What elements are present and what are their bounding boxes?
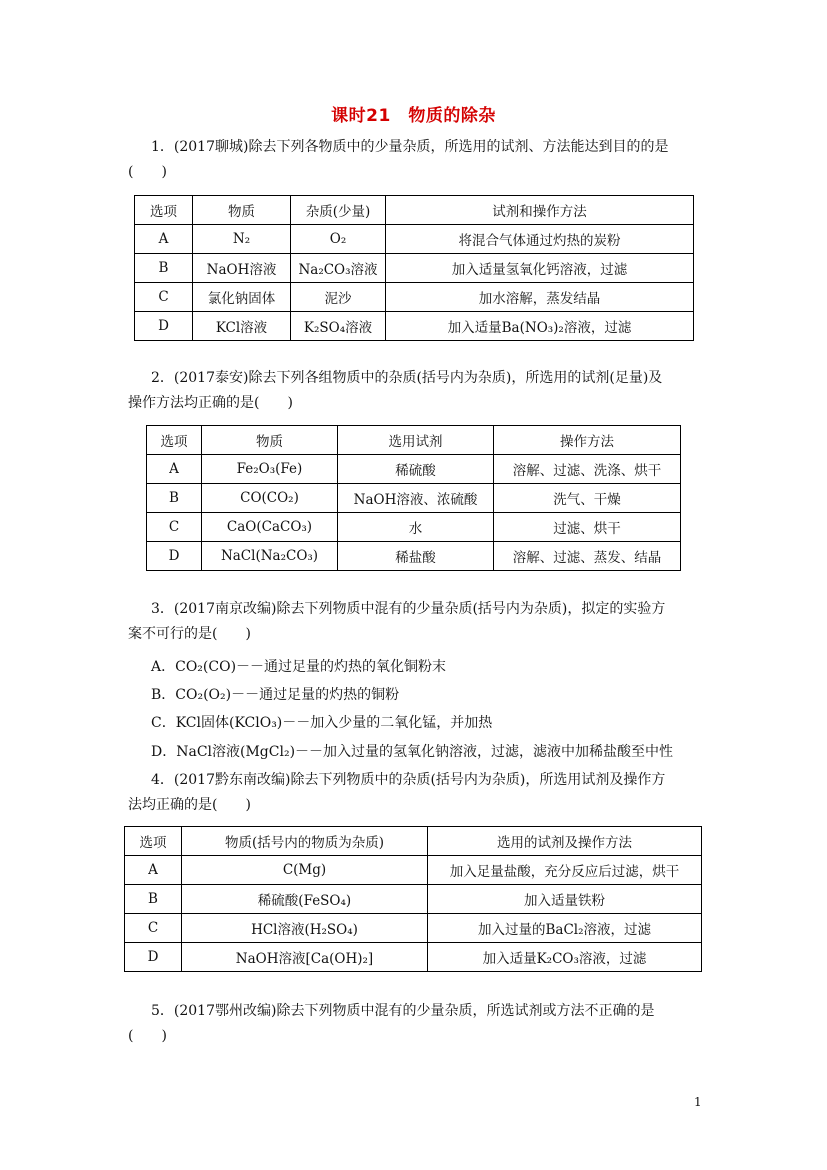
table-cell: B xyxy=(125,885,182,914)
table-cell: NaOH溶液、浓硫酸 xyxy=(338,484,494,513)
header-cell: 试剂和操作方法 xyxy=(386,196,694,225)
table-cell: D xyxy=(125,943,182,972)
table-cell: NaOH溶液 xyxy=(193,254,291,283)
question-1-stem: 1．(2017聊城)除去下列各物质中的少量杂质，所选用的试剂、方法能达到目的的是 xyxy=(151,139,669,155)
table-row xyxy=(135,254,694,283)
header-cell: 选项 xyxy=(135,196,193,225)
question-3 xyxy=(128,597,703,647)
question-3-option-c: C．KCl固体(KClO₃)－－加入少量的二氧化锰，并加热 xyxy=(151,715,493,731)
question-3-stem-cont: 案不可行的是( ) xyxy=(128,626,251,642)
table-row xyxy=(125,914,702,943)
question-3-stem: 3．(2017南京改编)除去下列物质中混有的少量杂质(括号内为杂质)，拟定的实验方 xyxy=(151,601,666,617)
table-cell: CaO(CaCO₃) xyxy=(202,513,338,542)
table-cell: CO(CO₂) xyxy=(202,484,338,513)
header-cell: 选项 xyxy=(147,426,202,455)
table-cell: HCl溶液(H₂SO₄) xyxy=(182,914,428,943)
header-cell: 物质(括号内的物质为杂质) xyxy=(182,827,428,856)
table-row xyxy=(147,484,681,513)
table-cell: Na₂CO₃溶液 xyxy=(291,254,386,283)
table-cell: 加入足量盐酸，充分反应后过滤，烘干 xyxy=(428,856,702,885)
page-number: 1 xyxy=(694,1095,702,1109)
table-header-row xyxy=(135,196,694,225)
header-cell: 操作方法 xyxy=(494,426,681,455)
table-cell: D xyxy=(147,542,202,571)
table-cell: 过滤、烘干 xyxy=(494,513,681,542)
table-header-row xyxy=(125,827,702,856)
question-4 xyxy=(128,768,703,818)
table-cell: N₂ xyxy=(193,225,291,254)
table-row xyxy=(135,283,694,312)
table-cell: NaCl(Na₂CO₃) xyxy=(202,542,338,571)
question-4-stem: 4．(2017黔东南改编)除去下列物质中的杂质(括号内为杂质)，所选用试剂及操作方 xyxy=(151,772,666,788)
table-row xyxy=(147,513,681,542)
table-cell: 加入适量铁粉 xyxy=(428,885,702,914)
table-cell: KCl溶液 xyxy=(193,312,291,341)
question-4-stem-cont: 法均正确的是( ) xyxy=(128,797,251,813)
table-cell: 加入过量的BaCl₂溶液，过滤 xyxy=(428,914,702,943)
table-row xyxy=(135,312,694,341)
table-cell: 将混合气体通过灼热的炭粉 xyxy=(386,225,694,254)
table-cell: 氯化钠固体 xyxy=(193,283,291,312)
table-row xyxy=(125,885,702,914)
question-5 xyxy=(128,999,703,1049)
question-2-stem-cont: 操作方法均正确的是( ) xyxy=(128,395,293,411)
question-5-stem: 5．(2017鄂州改编)除去下列物质中混有的少量杂质，所选试剂或方法不正确的是 xyxy=(151,1003,655,1019)
table-cell: 溶解、过滤、蒸发、结晶 xyxy=(494,542,681,571)
question-2-stem: 2．(2017泰安)除去下列各组物质中的杂质(括号内为杂质)，所选用的试剂(足量)及 xyxy=(151,370,663,386)
table-cell: 水 xyxy=(338,513,494,542)
table-cell: C xyxy=(125,914,182,943)
table-cell: K₂SO₄溶液 xyxy=(291,312,386,341)
page-title: 课时21 物质的除杂 xyxy=(331,106,496,126)
table-cell: A xyxy=(135,225,193,254)
table-cell: O₂ xyxy=(291,225,386,254)
question-1-table xyxy=(134,195,694,341)
table-cell: 稀盐酸 xyxy=(338,542,494,571)
table-row xyxy=(135,225,694,254)
table-cell: 溶解、过滤、洗涤、烘干 xyxy=(494,455,681,484)
table-row xyxy=(147,542,681,571)
question-4-table xyxy=(124,826,702,972)
table-cell: C xyxy=(135,283,193,312)
header-cell: 物质 xyxy=(193,196,291,225)
table-cell: 加水溶解，蒸发结晶 xyxy=(386,283,694,312)
header-cell: 选项 xyxy=(125,827,182,856)
table-cell: 稀硫酸(FeSO₄) xyxy=(182,885,428,914)
table-cell: 稀硫酸 xyxy=(338,455,494,484)
question-2-table xyxy=(146,425,681,571)
table-cell: B xyxy=(147,484,202,513)
table-cell: A xyxy=(125,856,182,885)
header-cell: 选用试剂 xyxy=(338,426,494,455)
table-row xyxy=(125,943,702,972)
question-5-answer-blank: ( ) xyxy=(128,1028,167,1044)
table-cell: Fe₂O₃(Fe) xyxy=(202,455,338,484)
table-cell: C xyxy=(147,513,202,542)
question-1 xyxy=(128,135,703,185)
table-cell: NaOH溶液[Ca(OH)₂] xyxy=(182,943,428,972)
table-header-row xyxy=(147,426,681,455)
table-cell: B xyxy=(135,254,193,283)
question-2 xyxy=(128,366,703,416)
question-3-option-d: D．NaCl溶液(MgCl₂)－－加入过量的氢氧化钠溶液，过滤，滤液中加稀盐酸至中性 xyxy=(151,744,674,760)
table-cell: 加入适量Ba(NO₃)₂溶液，过滤 xyxy=(386,312,694,341)
table-cell: 泥沙 xyxy=(291,283,386,312)
table-cell: C(Mg) xyxy=(182,856,428,885)
table-cell: 加入适量氢氧化钙溶液，过滤 xyxy=(386,254,694,283)
header-cell: 物质 xyxy=(202,426,338,455)
header-cell: 选用的试剂及操作方法 xyxy=(428,827,702,856)
question-3-option-b: B．CO₂(O₂)－－通过足量的灼热的铜粉 xyxy=(151,687,400,703)
table-cell: D xyxy=(135,312,193,341)
table-row xyxy=(147,455,681,484)
table-cell: A xyxy=(147,455,202,484)
table-row xyxy=(125,856,702,885)
table-cell: 加入适量K₂CO₃溶液，过滤 xyxy=(428,943,702,972)
table-cell: 洗气、干燥 xyxy=(494,484,681,513)
header-cell: 杂质(少量) xyxy=(291,196,386,225)
question-1-answer-blank: ( ) xyxy=(128,164,167,180)
question-3-option-a: A．CO₂(CO)－－通过足量的灼热的氧化铜粉末 xyxy=(151,659,447,675)
